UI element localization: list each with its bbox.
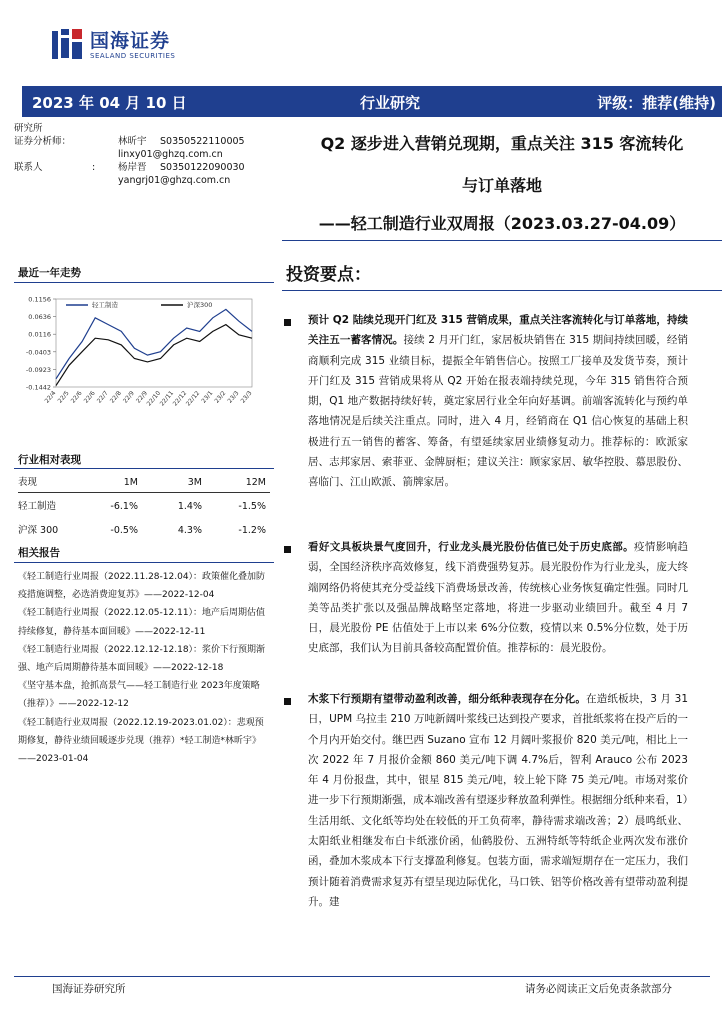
- performance-table: [18, 474, 270, 540]
- contact-email[interactable]: yangrj01@ghzq.com.cn: [118, 175, 231, 186]
- bullet-icon: [284, 319, 291, 326]
- report-rating: 评级：推荐(维持): [597, 94, 716, 112]
- x-tick-label: 22/10: [145, 389, 163, 408]
- perf-cell: 4.3%: [177, 525, 202, 536]
- logo-mark-icon: [50, 27, 84, 63]
- investment-heading: 投资要点：: [286, 265, 371, 285]
- performance-heading: 行业相对表现: [18, 454, 81, 466]
- legend-label: 沪深300: [187, 301, 213, 309]
- x-tick-label: 22/9: [134, 389, 149, 405]
- investment-divider: [282, 290, 722, 291]
- perf-cell: -0.5%: [110, 525, 138, 536]
- investment-point-1: [308, 310, 688, 493]
- institute-label: 研究所: [14, 123, 43, 134]
- x-tick-label: 23/3: [226, 389, 241, 405]
- series-line-1: [56, 309, 252, 378]
- analyst-license: S0350522110005: [160, 136, 245, 147]
- bullet-icon: [284, 698, 291, 705]
- report-banner: [22, 86, 722, 117]
- x-tick-label: 22/7: [95, 389, 110, 405]
- trend-divider: [14, 282, 274, 283]
- perf-header: 12M: [245, 477, 266, 488]
- logo-company-name: 国海证券: [90, 29, 171, 52]
- point-lead: 看好文具板块景气度回升，行业龙头晨光股份估值已处于历史底部。: [308, 541, 635, 553]
- x-tick-label: 22/11: [158, 389, 176, 408]
- point-body: 在造纸板块，3 月 31 日，UPM 乌拉圭 210 万吨新阔叶浆线已达到投产要求，首批纸浆将在投产后的一个月内开始交付。继巴西 Suzano 宣布 12 月阔叶浆报价 820 美元/吨，相比上一次 2022 年 7 月报价金额 860 美元/吨下调 4.7%后，智利 Arauco 公布 2023 年 4 月份报盘，其中，银星 815 美元/吨，较上轮下降 75 美元/吨。市场对浆价进一步下行预期渐强，成本端改善有望逐步释放盈利弹性。根据细分纸种来看，1）生活用纸、文化纸等均处在较低的开工负荷率，静待需求端改善；2）晨鸣纸业、太阳纸业相继发布白卡纸涨价函，仙鹤股份、五洲特纸等特纸企业两次发布涨价函，叠加木浆成本下行支撑盈利修复。包装方面，需求端短期存在一定压力，我们预计随着消费需求复苏有望呈现边际优化，马口铁、铝等价格改善有望带动盈利提升。建: [308, 693, 689, 908]
- company-logo: [50, 27, 175, 63]
- perf-cell: 轻工制造: [18, 501, 57, 512]
- title-line-2: 与订单落地: [461, 176, 542, 195]
- table-row: [18, 522, 270, 540]
- perf-cell: -6.1%: [110, 501, 138, 512]
- report-date: 2023 年 04 月 10 日: [32, 94, 187, 112]
- y-tick-label: 0.1156: [28, 295, 51, 304]
- perf-cell: -1.2%: [238, 525, 266, 536]
- x-tick-label: 22/6: [82, 389, 97, 405]
- point-lead: 木浆下行预期有望带动盈利改善，细分纸种表现存在分化。: [308, 693, 587, 705]
- footer-disclaimer: 请务必阅读正文后免责条款部分: [525, 983, 672, 995]
- perf-header: 1M: [123, 477, 138, 488]
- perf-cell: -1.5%: [238, 501, 266, 512]
- contact-name: 杨岸晋: [118, 162, 147, 173]
- trend-chart: [14, 285, 274, 420]
- x-tick-label: 23/3: [239, 389, 254, 405]
- perf-header: 表现: [18, 477, 38, 488]
- perf-cell: 1.4%: [177, 501, 202, 512]
- point-body: 疫情影响趋弱，全国经济秩序高效修复，线下消费强势复苏。晨光股份作为行业龙头，庞大终端网络仍将使其充分受益线下消费场景改善，传统核心业务恢复确定性强。同时几美等品类扩张以及强品牌战略坚定落地，将进一步驱动业绩回升。截至 4 月 7 日，晨光股份 PE 估值处于上市以来 6%分位数，疫情以来 0.5%分位数，处于历史底部，我们认为目前具备较高配置价值。推荐标的：晨光股份。: [308, 541, 689, 655]
- x-tick-label: 23/1: [200, 389, 215, 405]
- y-tick-label: -0.1442: [25, 383, 51, 392]
- reports-divider: [14, 562, 274, 563]
- bullet-icon: [284, 546, 291, 553]
- analyst-email[interactable]: linxy01@ghzq.com.cn: [118, 149, 223, 160]
- series-line-2: [56, 325, 252, 386]
- point-lead: 预计 Q2 陆续兑现开门红及 315 营销成果，重点关注客流转化与订单落地，持续关注五一蓄客情况。: [308, 314, 688, 347]
- x-tick-label: 22/12: [171, 389, 189, 408]
- x-tick-label: 22/4: [43, 389, 58, 405]
- trend-heading: 最近一年走势: [18, 267, 81, 279]
- x-tick-label: 23/2: [213, 389, 228, 405]
- related-report-item[interactable]: 《轻工制造行业周报（2022.11.28-12.04）：政策催化叠加防疫措施调整，必选消费迎复苏》——2022-12-04: [18, 572, 266, 601]
- y-tick-label: 0.0636: [28, 313, 51, 322]
- related-reports-list: [18, 568, 266, 768]
- performance-divider: [14, 468, 274, 469]
- logo-company-english: SEALAND SECURITIES: [90, 51, 176, 60]
- report-type: 行业研究: [360, 94, 421, 112]
- y-tick-label: -0.0923: [25, 365, 51, 374]
- contact-license: S0350122090030: [160, 162, 245, 173]
- investment-point-3: [308, 689, 688, 912]
- point-body: 接续 2 月开门红，家居板块销售在 315 期间持续回暖，经销商顺利完成 315 业绩目标，提振全年销售信心。按照工厂接单及发货节奏，预计开门红及 315 营销成果将从 Q2 开始在报表端持续兑现，今年 315 销售符合预期，Q1 地产数据持续好转，奠定家居行业全年向好基调。前端客流转化与预约单落地情况是后续关注重点。同时，进入 4 月，经销商在 Q1 信心恢复的基础上积极进行五一销售的蓄客、筹备，有望延续家居业绩修复动力。推荐标的：欧派家居、志邦家居、索菲亚、金牌厨柜；建议关注：顾家家居、敏华控股、慕思股份、喜临门、江山欧派、箭牌家居。: [308, 334, 689, 489]
- x-tick-label: 22/9: [121, 389, 136, 405]
- x-tick-label: 22/12: [184, 389, 202, 408]
- perf-header-rule: [18, 492, 270, 493]
- title-line-3: ——轻工制造行业双周报（2023.03.27-04.09）: [318, 214, 686, 233]
- title-line-1: Q2 逐步进入营销兑现期，重点关注 315 客流转化: [320, 134, 684, 153]
- performance-header-row: [18, 474, 270, 492]
- perf-header: 3M: [187, 477, 202, 488]
- reports-heading: 相关报告: [18, 547, 60, 559]
- contact-colon: :: [92, 162, 96, 173]
- analyst-label: 证券分析师：: [14, 136, 72, 147]
- analyst-info: [14, 122, 276, 187]
- related-report-item[interactable]: 《轻工制造行业周报（2022.12.12-12.18）：浆价下行预期渐强、地产后周期静待基本面回暖》——2022-12-18: [18, 644, 266, 674]
- y-tick-label: -0.0403: [25, 348, 51, 357]
- related-report-item[interactable]: 《坚守基本盘，抢抓高景气——轻工制造行业 2023年度策略（推荐）》——2022-12-12: [18, 681, 260, 710]
- footer-institute: 国海证券研究所: [52, 983, 126, 995]
- contact-label: 联系人: [14, 162, 43, 173]
- analyst-name: 林昕宇: [118, 136, 147, 147]
- related-report-item[interactable]: 《轻工制造行业周报（2022.12.05-12.11）：地产后周期估值持续修复，静待基本面回暖》——2022-12-11: [18, 608, 266, 637]
- investment-point-2: [308, 537, 688, 659]
- y-tick-label: 0.0116: [28, 330, 51, 339]
- x-tick-label: 22/5: [56, 389, 71, 405]
- x-tick-label: 22/8: [108, 389, 123, 405]
- footer-divider: [14, 976, 710, 977]
- x-tick-label: 22/6: [69, 389, 84, 405]
- report-title: [282, 131, 722, 237]
- perf-cell: 沪深 300: [18, 525, 59, 536]
- legend-label: 轻工制造: [92, 301, 118, 309]
- table-row: [18, 498, 270, 516]
- title-divider: [282, 240, 722, 241]
- related-report-item[interactable]: 《轻工制造行业双周报（2022.12.19-2023.01.02）：悲观预期修复，静待业绩回暖逐步兑现（推荐）*轻工制造*林昕宇》——2023-01-04: [18, 717, 264, 765]
